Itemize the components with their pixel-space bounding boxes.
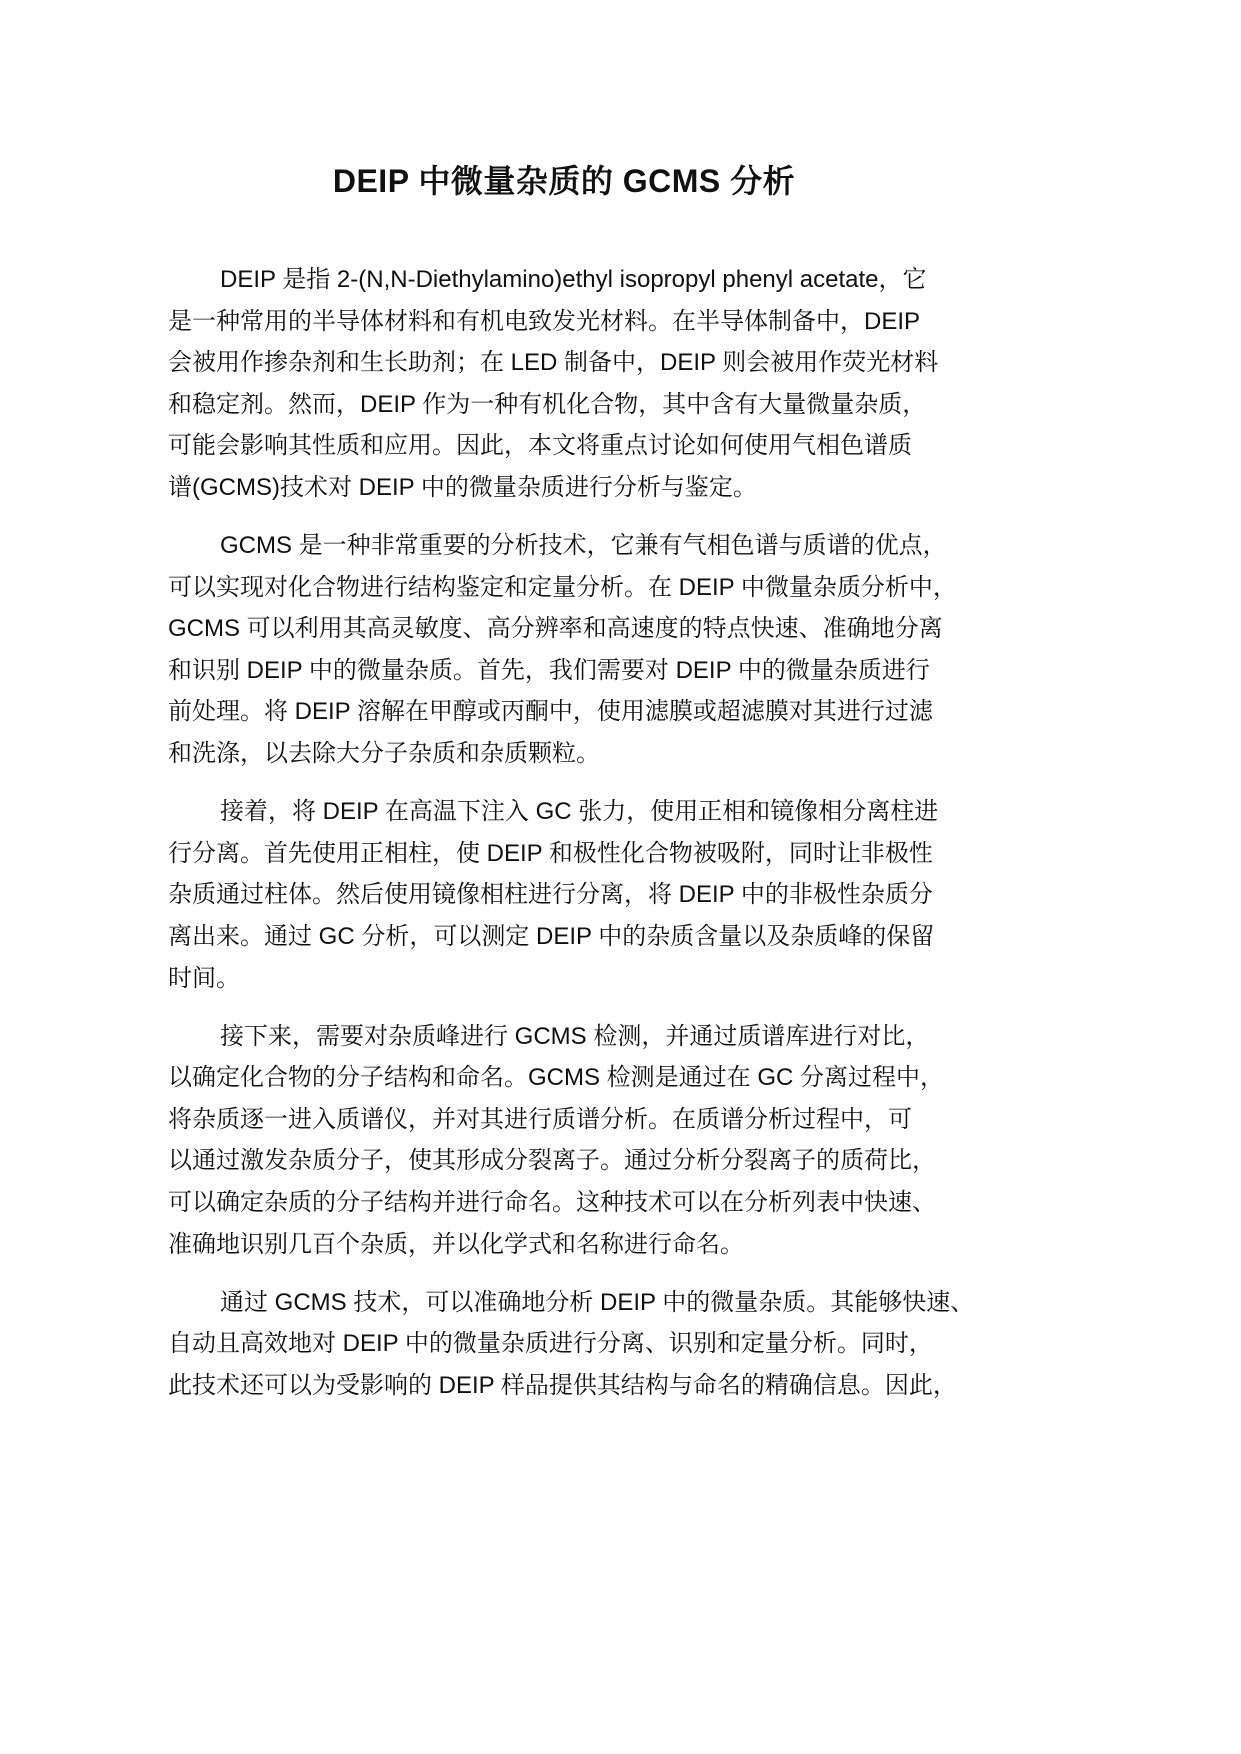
paragraph-line: 会被用作掺杂剂和生长助剂；在 LED 制备中，DEIP 则会被用作荧光材料 bbox=[168, 349, 939, 377]
paragraph-line: 离出来。通过 GC 分析，可以测定 DEIP 中的杂质含量以及杂质峰的保留 bbox=[168, 922, 935, 950]
paragraph-line: 将杂质逐一进入质谱仪，并对其进行质谱分析。在质谱分析过程中，可 bbox=[168, 1105, 912, 1133]
paragraph-line: 通过 GCMS 技术，可以准确地分析 DEIP 中的微量杂质。其能够快速、 bbox=[220, 1288, 975, 1316]
paragraph-line: 和稳定剂。然而，DEIP 作为一种有机化合物，其中含有大量微量杂质， bbox=[168, 390, 927, 418]
paragraph-line: 以确定化合物的分子结构和命名。GCMS 检测是通过在 GC 分离过程中， bbox=[168, 1064, 945, 1092]
paragraph-line: 以通过激发杂质分子，使其形成分裂离子。通过分析分裂离子的质荷比， bbox=[168, 1147, 936, 1175]
paragraph-line: 谱(GCMS)技术对 DEIP 中的微量杂质进行分析与鉴定。 bbox=[168, 473, 757, 501]
paragraph-line: 是一种常用的半导体材料和有机电致发光材料。在半导体制备中，DEIP bbox=[168, 307, 921, 335]
paragraph-line: 可以确定杂质的分子结构并进行命名。这种技术可以在分析列表中快速、 bbox=[168, 1188, 936, 1216]
paragraph-line: 时间。 bbox=[168, 964, 240, 992]
paragraph-line: 和识别 DEIP 中的微量杂质。首先，我们需要对 DEIP 中的微量杂质进行 bbox=[168, 656, 930, 684]
paragraph-line: GCMS 可以利用其高灵敏度、高分辨率和高速度的特点快速、准确地分离 bbox=[168, 615, 943, 643]
document-body bbox=[168, 259, 975, 1423]
paragraph-line: GCMS 是一种非常重要的分析技术，它兼有气相色谱与质谱的优点， bbox=[220, 532, 947, 560]
paragraph-line: 接下来，需要对杂质峰进行 GCMS 检测，并通过质谱库进行对比， bbox=[220, 1022, 930, 1050]
paragraph-4 bbox=[168, 1016, 968, 1266]
paragraph-2 bbox=[168, 525, 968, 775]
document-title: DEIP 中微量杂质的 GCMS 分析 bbox=[332, 163, 796, 199]
paragraph-line: 可以实现对化合物进行结构鉴定和定量分析。在 DEIP 中微量杂质分析中， bbox=[168, 573, 957, 601]
paragraph-1 bbox=[168, 259, 968, 509]
paragraph-line: 接着，将 DEIP 在高温下注入 GC 张力，使用正相和镜像相分离柱进 bbox=[220, 798, 939, 826]
paragraph-5 bbox=[168, 1282, 975, 1407]
paragraph-line: 此技术还可以为受影响的 DEIP 样品提供其结构与命名的精确信息。因此， bbox=[168, 1371, 957, 1399]
paragraph-line: 准确地识别几百个杂质，并以化学式和名称进行命名。 bbox=[168, 1230, 744, 1258]
paragraph-line: DEIP 是指 2-(N,N-Diethylamino)ethyl isopropyl phenyl acetate，它 bbox=[220, 266, 927, 293]
paragraph-line: 和洗涤，以去除大分子杂质和杂质颗粒。 bbox=[168, 740, 600, 768]
paragraph-line: 行分离。首先使用正相柱，使 DEIP 和极性化合物被吸附，同时让非极性 bbox=[168, 839, 933, 867]
paragraph-line: 杂质通过柱体。然后使用镜像相柱进行分离，将 DEIP 中的非极性杂质分 bbox=[168, 881, 933, 909]
paragraph-3 bbox=[168, 791, 968, 999]
paragraph-line: 自动且高效地对 DEIP 中的微量杂质进行分离、识别和定量分析。同时， bbox=[168, 1330, 933, 1358]
paragraph-line: 可能会影响其性质和应用。因此，本文将重点讨论如何使用气相色谱质 bbox=[168, 432, 912, 460]
paragraph-line: 前处理。将 DEIP 溶解在甲醇或丙酮中，使用滤膜或超滤膜对其进行过滤 bbox=[168, 698, 933, 726]
